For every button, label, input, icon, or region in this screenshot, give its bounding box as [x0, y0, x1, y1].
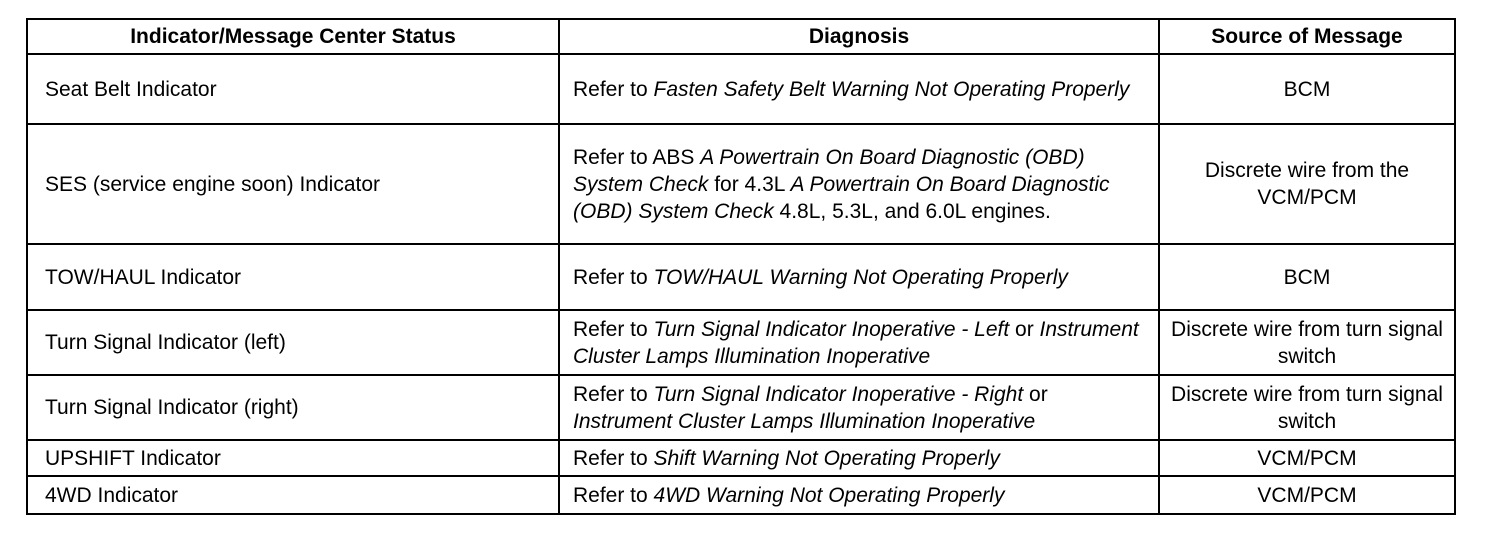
- diagnosis-text: Refer to: [573, 382, 654, 406]
- diagnosis-text: 4.8L, 5.3L, and 6.0L engines.: [773, 199, 1051, 223]
- diagnosis-reference: Fasten Safety Belt Warning Not Operating Properly: [653, 77, 1130, 101]
- indicator-diagnosis-table: [26, 18, 1456, 515]
- status-cell: Seat Belt Indicator: [27, 54, 559, 124]
- status-cell: 4WD Indicator: [27, 476, 559, 514]
- diagnosis-text: Refer to ABS: [573, 145, 701, 169]
- source-cell: VCM/PCM: [1159, 440, 1455, 476]
- diagnosis-cell: [559, 375, 1159, 440]
- diagnosis-cell: [559, 124, 1159, 244]
- table-row-seat-belt: [27, 54, 1455, 124]
- source-cell: BCM: [1159, 54, 1455, 124]
- diagnosis-cell: [559, 310, 1159, 375]
- source-cell: Discrete wire from the VCM/PCM: [1159, 124, 1455, 244]
- header-row: [27, 19, 1455, 54]
- diagnosis-reference: Turn Signal Indicator Inoperative - Right: [653, 382, 1024, 406]
- status-cell: SES (service engine soon) Indicator: [27, 124, 559, 244]
- source-cell: Discrete wire from turn signal switch: [1159, 310, 1455, 375]
- diagnosis-reference: 4WD Warning Not Operating Properly: [653, 483, 1005, 507]
- table-row-tow-haul: [27, 244, 1455, 310]
- diagnosis-text: Refer to: [573, 446, 654, 470]
- diagnosis-reference: A Powertrain On Board Diagnostic (OBD) System Check: [573, 145, 1085, 196]
- diagnosis-cell: [559, 244, 1159, 310]
- status-cell: TOW/HAUL Indicator: [27, 244, 559, 310]
- table-row-4wd: [27, 476, 1455, 514]
- status-cell: Turn Signal Indicator (left): [27, 310, 559, 375]
- diagnosis-cell: [559, 54, 1159, 124]
- diagnosis-cell: [559, 440, 1159, 476]
- diagnosis-reference: A Powertrain On Board Diagnostic (OBD) System Check: [573, 172, 1110, 223]
- status-cell: UPSHIFT Indicator: [27, 440, 559, 476]
- diagnosis-text: Refer to: [573, 265, 654, 289]
- header-source: Source of Message: [1159, 19, 1455, 54]
- diagnosis-reference: TOW/HAUL Warning Not Operating Properly: [653, 265, 1068, 289]
- diagnosis-text: for 4.3L: [708, 172, 791, 196]
- table-row-turn-left: [27, 310, 1455, 375]
- diagnosis-text: Refer to: [573, 317, 654, 341]
- header-diagnosis: Diagnosis: [559, 19, 1159, 54]
- source-cell: Discrete wire from turn signal switch: [1159, 375, 1455, 440]
- table-row-ses: [27, 124, 1455, 244]
- diagnosis-cell: [559, 476, 1159, 514]
- source-cell: BCM: [1159, 244, 1455, 310]
- diagnosis-reference: Instrument Cluster Lamps Illumination Inoperative: [573, 409, 1036, 433]
- diagnosis-text: or: [1009, 317, 1040, 341]
- table-row-upshift: [27, 440, 1455, 476]
- source-cell: VCM/PCM: [1159, 476, 1455, 514]
- diagnosis-reference: Shift Warning Not Operating Properly: [653, 446, 1000, 470]
- diagnosis-reference: Turn Signal Indicator Inoperative - Left: [653, 317, 1010, 341]
- diagnosis-text: Refer to: [573, 77, 654, 101]
- diagnosis-text: Refer to: [573, 483, 654, 507]
- table-row-turn-right: [27, 375, 1455, 440]
- status-cell: Turn Signal Indicator (right): [27, 375, 559, 440]
- header-status: Indicator/Message Center Status: [27, 19, 559, 54]
- diagnosis-reference: Instrument Cluster Lamps Illumination Inoperative: [573, 317, 1139, 368]
- diagnosis-text: or: [1023, 382, 1048, 406]
